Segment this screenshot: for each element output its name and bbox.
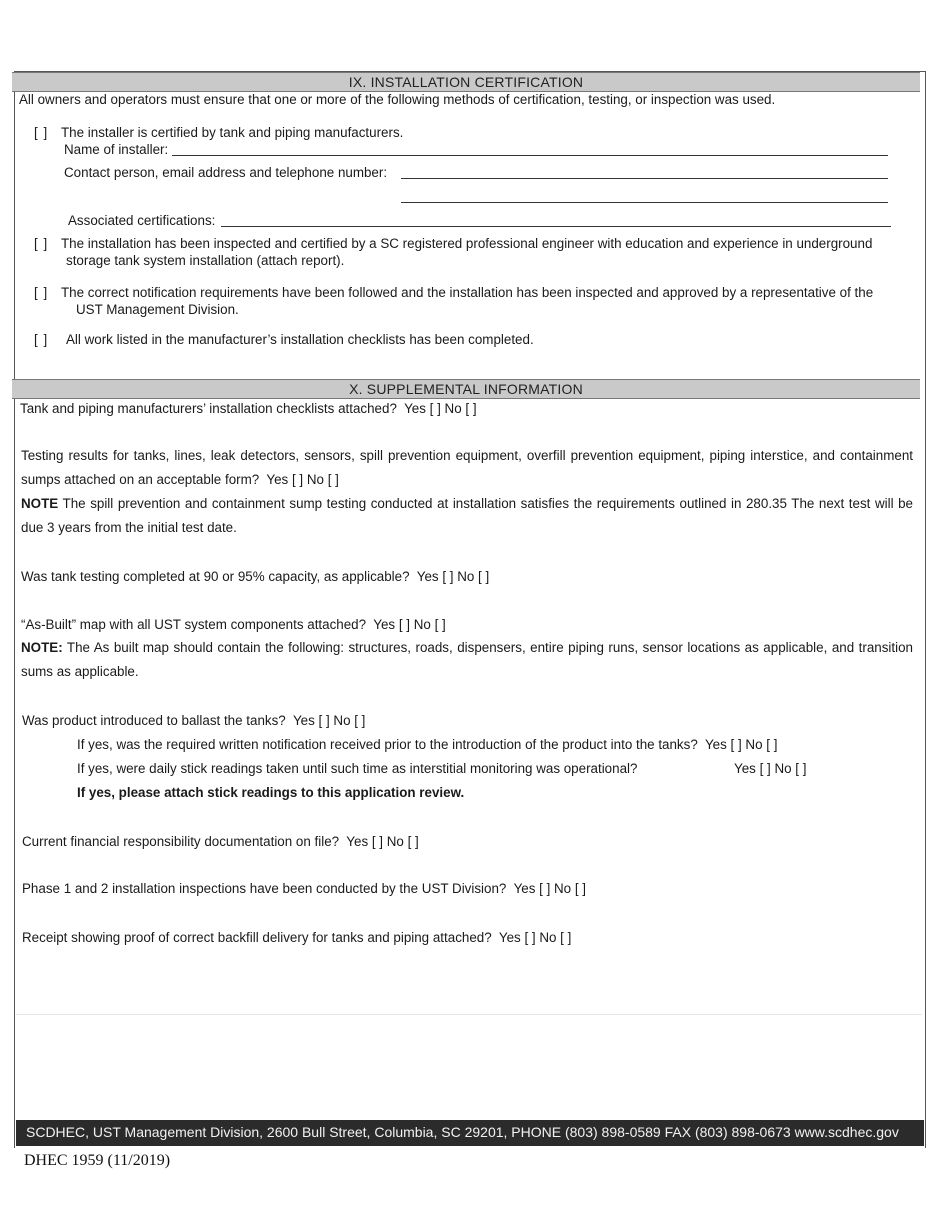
- notification-yes-no[interactable]: Yes [ ] No [ ]: [704, 737, 778, 752]
- financial-row: [22, 834, 419, 849]
- divider: [16, 1014, 922, 1015]
- phase-inspections-question: Phase 1 and 2 installation inspections have been conducted by the UST Division?: [22, 881, 507, 896]
- checklists-attached-question: Tank and piping manufacturers’ installation checklists attached?: [20, 401, 397, 416]
- asbuilt-question: “As-Built” map with all UST system components attached?: [21, 617, 367, 632]
- stick-readings-yes-no[interactable]: Yes [ ] No [ ]: [734, 761, 807, 776]
- installation-intro: All owners and operators must ensure that one or more of the following methods of certification, testing, or inspection was used.: [19, 92, 776, 107]
- notification-row: [77, 737, 777, 752]
- backfill-question: Receipt showing proof of correct backfill delivery for tanks and piping attached?: [22, 930, 492, 945]
- capacity-yes-no[interactable]: Yes [ ] No [ ]: [416, 569, 490, 584]
- ust-inspected-label-line2: UST Management Division.: [76, 302, 239, 317]
- contact-label: Contact person, email address and telephone number:: [64, 165, 388, 180]
- pe-certified-checkbox[interactable]: [ ]: [34, 236, 49, 251]
- ballast-yes-no[interactable]: Yes [ ] No [ ]: [292, 713, 366, 728]
- installation-section-header: IX. INSTALLATION CERTIFICATION: [12, 72, 920, 92]
- spill-note: [21, 492, 913, 540]
- asbuilt-note: [21, 636, 913, 684]
- ust-inspected-checkbox[interactable]: [ ]: [34, 285, 49, 300]
- phase-inspections-yes-no[interactable]: Yes [ ] No [ ]: [513, 881, 587, 896]
- installer-name-label: Name of installer:: [64, 142, 169, 157]
- asbuilt-note-text: The As built map should contain the following: structures, roads, dispensers, entire piping runs, sensor locations as applicable, and transition sums as applicable.: [21, 640, 913, 679]
- backfill-yes-no[interactable]: Yes [ ] No [ ]: [498, 930, 572, 945]
- contact-field[interactable]: [401, 178, 888, 179]
- pe-certified-label-line1: The installation has been inspected and certified by a SC registered professional engineer with education and experience in underground: [61, 236, 873, 251]
- checklists-completed-checkbox[interactable]: [ ]: [34, 332, 49, 347]
- checklists-completed-label: All work listed in the manufacturer’s installation checklists has been completed.: [66, 332, 534, 347]
- associated-certifications-label: Associated certifications:: [68, 213, 216, 228]
- financial-yes-no[interactable]: Yes [ ] No [ ]: [346, 834, 419, 849]
- capacity-question: Was tank testing completed at 90 or 95% capacity, as applicable?: [21, 569, 410, 584]
- notification-question: If yes, was the required written notification received prior to the introduction of the product into the tanks?: [77, 737, 698, 752]
- form-frame: [14, 71, 926, 1148]
- installer-certified-label: The installer is certified by tank and piping manufacturers.: [61, 125, 404, 140]
- ballast-row: [22, 713, 365, 728]
- phase-inspections-row: [22, 881, 586, 896]
- installer-name-field[interactable]: [172, 155, 888, 156]
- footer-address-bar: SCDHEC, UST Management Division, 2600 Bull Street, Columbia, SC 29201, PHONE (803) 898-0589 FAX (803) 898-0673 www.scdhec.gov: [16, 1120, 924, 1146]
- financial-question: Current financial responsibility documentation on file?: [22, 834, 340, 849]
- form-number: DHEC 1959 (11/2019): [24, 1152, 171, 1169]
- supplemental-section-header: X. SUPPLEMENTAL INFORMATION: [12, 379, 920, 399]
- asbuilt-row: [21, 617, 446, 632]
- capacity-row: [21, 569, 489, 584]
- asbuilt-yes-no[interactable]: Yes [ ] No [ ]: [373, 617, 446, 632]
- testing-results-row: [21, 444, 913, 492]
- associated-certifications-field[interactable]: [221, 226, 891, 227]
- backfill-row: [22, 930, 571, 945]
- checklists-attached-yes-no[interactable]: Yes [ ] No [ ]: [404, 401, 477, 416]
- ust-inspected-label-line1: The correct notification requirements have been followed and the installation has been inspected and approved by a representative of the: [61, 285, 874, 300]
- spill-note-label: NOTE: [21, 496, 59, 511]
- checklists-attached-row: [20, 401, 477, 416]
- installer-certified-checkbox[interactable]: [ ]: [34, 125, 49, 140]
- spill-note-text: The spill prevention and containment sump testing conducted at installation satisfies the requirements outlined in 280.35 The next test will be due 3 years from the initial test date.: [21, 496, 914, 535]
- stick-readings-question: If yes, were daily stick readings taken until such time as interstitial monitoring was operational?: [77, 761, 638, 776]
- ballast-question: Was product introduced to ballast the tanks?: [22, 713, 286, 728]
- pe-certified-label-line2: storage tank system installation (attach report).: [66, 253, 345, 268]
- testing-results-question: Testing results for tanks, lines, leak detectors, sensors, spill prevention equipment, overfill prevention equipment, piping interstice, and containment sumps attached on an acceptable form?: [21, 448, 913, 487]
- contact-field-second-line[interactable]: [401, 202, 888, 203]
- testing-results-yes-no[interactable]: Yes [ ] No [ ]: [266, 472, 339, 487]
- asbuilt-note-label: NOTE:: [21, 640, 63, 655]
- stick-readings-attach-note: If yes, please attach stick readings to this application review.: [77, 785, 465, 800]
